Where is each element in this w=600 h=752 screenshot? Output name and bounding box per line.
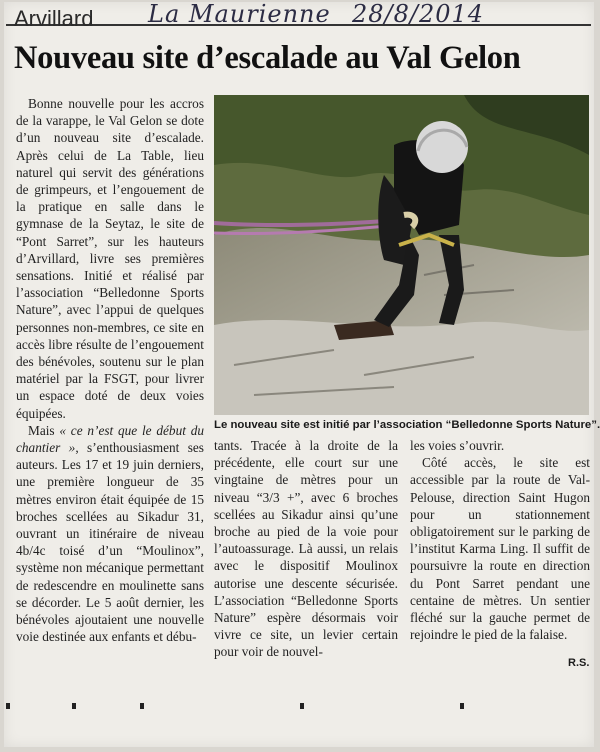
paragraph: Bonne nouvelle pour les accros de la varappe, le Val Gelon se dote d’un nouveau site d’escalade. Après celui de La Table, lieu naturel qui servit des générations de grimpeurs, et l’engouement de la pratique en salle dans le gymnase de la Seytaz, le site de “Pont Sarret”, sur les hauteurs d’Arvillard, livre ses premières sensations. Initié et réalisé par l’association “Belledonne Sports Nature”, avec l’appui de quelques personnes non-membres, ce site en accès libre résulte de l’engouement des bénévoles, soutenu sur le plan matériel par la FSGT, pour livrer un espace doté de deux voies équipées. [16, 96, 204, 421]
article-column-1 [16, 95, 204, 695]
text-run: Mais [28, 422, 60, 438]
paragraph: les voies s’ouvrir. [410, 438, 505, 453]
paragraph: tants. Tracée à la droite de la précédente, elle court sur une vingtaine de mètres pour un niveau “3/3 +”, avec 6 broches scellées au Sikadur ainsi qu’une broche au pied de la voie pour l’autoassurage. Là aussi, un relais avec le dispositif Moulinox autorise une descente sécurisée. L’association “Belledonne Sports Nature” espère désormais voir vivre ce site, un levier certain pour voir de nouvel- [214, 438, 398, 660]
handwritten-source: La Maurienne [148, 0, 331, 28]
paragraph: Côté accès, le site est accessible par la route de Val-Pelouse, direction Saint Hugon pour un stationnement obligatoirement sur le parking de l’institut Karma Ling. Il suffit de poursuivre la route en direction du Pont Sarret pendant une centaine de mètres. Un sentier fléché sur la gauche permet de rejoindre le pied de la falaise. [410, 455, 590, 643]
quote: « ce n’est que le début du chantier » [16, 422, 204, 456]
section-name: Arvillard [14, 6, 94, 31]
climber-photo [214, 95, 589, 415]
perforation-marks [0, 703, 600, 711]
handwritten-date: 28/8/2014 [352, 0, 485, 28]
photo-illustration [214, 95, 589, 415]
headline: Nouveau site d’escalade au Val Gelon [14, 40, 521, 76]
article-column-3 [410, 437, 590, 643]
article-column-2 [214, 437, 398, 661]
author-signature: R.S. [568, 657, 590, 669]
photo-caption: Le nouveau site est initié par l’association “Belledonne Sports Nature”. [214, 419, 600, 431]
paragraph [16, 422, 204, 646]
text-run: , s’enthousiasment ses auteurs. Les 17 et 19 juin derniers, une première longueur de 35 mètres environ était équipée de 15 broches scellées au Sikadur 31, ouvrant un itinéraire de niveau 4b/4c toisé d’un “Moulinox”, système non mécanique permettant de redescendre en moulinette sans se décorder. Le 5 août dernier, les bénévoles ajoutaient une nouvelle voie destinée aux enfants et débu- [16, 440, 204, 645]
